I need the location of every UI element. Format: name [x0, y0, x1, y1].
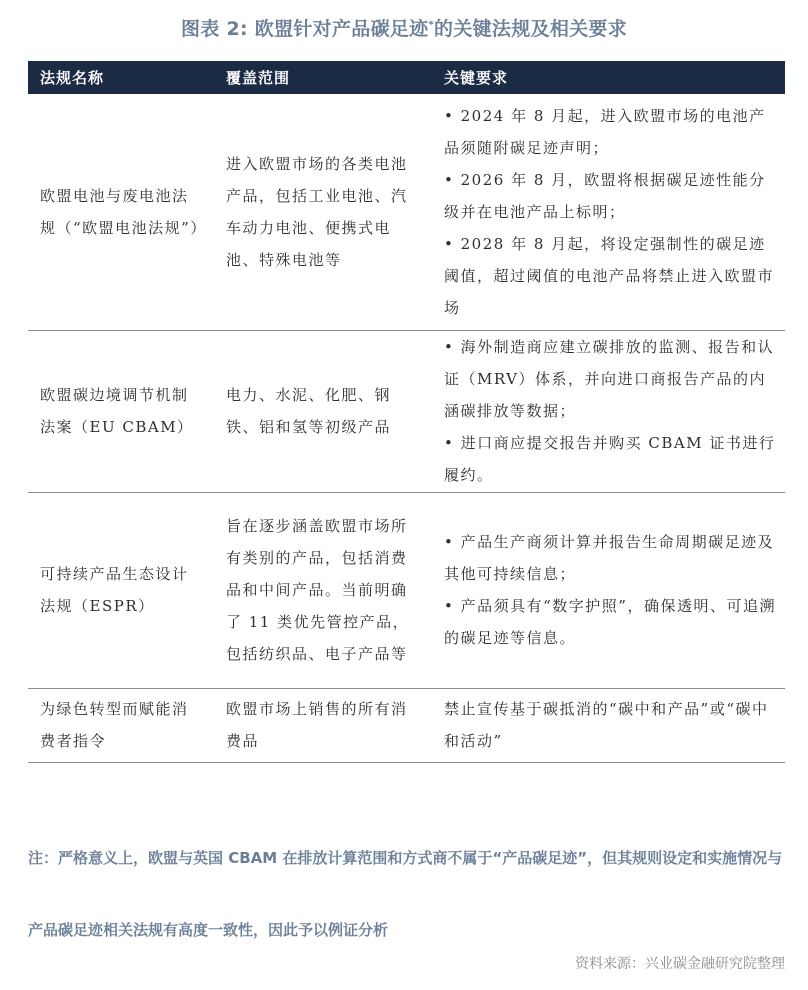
regulation-scope: 进入欧盟市场的各类电池产品，包括工业电池、汽车动力电池、便携式电池、特殊电池等: [214, 94, 432, 330]
regulation-name: 欧盟碳边境调节机制法案（EU CBAM）: [28, 330, 214, 492]
title-suffix: 的关键法规及相关要求: [434, 18, 628, 40]
requirement-item: • 2028 年 8 月起，将设定强制性的碳足迹阈值，超过阈值的电池产品将禁止进入欧盟市场: [444, 228, 777, 324]
requirement-item: • 2024 年 8 月起，进入欧盟市场的电池产品须随附碳足迹声明；: [444, 100, 777, 164]
requirement-item: • 进口商应提交报告并购买 CBAM 证书进行履约。: [444, 427, 777, 491]
table-row: [28, 688, 785, 762]
table-row: [28, 94, 785, 330]
header-name: 法规名称: [28, 61, 214, 94]
requirement-item: • 产品须具有“数字护照”，确保透明、可追溯的碳足迹等信息。: [444, 590, 777, 654]
header-scope: 覆盖范围: [214, 61, 432, 94]
regulation-requirements: [432, 94, 785, 330]
regulation-name: 为绿色转型而赋能消费者指令: [28, 688, 214, 762]
regulation-requirements: [432, 492, 785, 688]
title-footnote-mark: *: [428, 19, 435, 31]
regulations-table: [28, 61, 785, 763]
table-header-row: [28, 61, 785, 94]
requirement-item: • 2026 年 8 月，欧盟将根据碳足迹性能分级并在电池产品上标明；: [444, 164, 777, 228]
source-credit: 资料来源：兴业碳金融研究院整理: [575, 956, 785, 972]
regulation-scope: 旨在逐步涵盖欧盟市场所有类别的产品，包括消费品和中间产品。当前明确了 11 类优先管控产品，包括纺织品、电子产品等: [214, 492, 432, 688]
requirement-item: • 海外制造商应建立碳排放的监测、报告和认证（MRV）体系，并向进口商报告产品的内涵碳排放等数据；: [444, 331, 777, 427]
table-row: [28, 330, 785, 492]
title-prefix: 图表 2: 欧盟针对产品碳足迹: [180, 18, 429, 40]
regulation-scope: 欧盟市场上销售的所有消费品: [214, 688, 432, 762]
footnote: 注：严格意义上，欧盟与英国 CBAM 在排放计算范围和方式商不属于“产品碳足迹”，但其规则设定和实施情况与产品碳足迹相关法规有高度一致性，因此予以例证分析: [28, 849, 783, 939]
table-row: [28, 492, 785, 688]
figure-title: [0, 14, 808, 44]
regulation-name: 欧盟电池与废电池法规（“欧盟电池法规”）: [28, 94, 214, 330]
regulation-requirements: [432, 330, 785, 492]
regulation-name: 可持续产品生态设计法规（ESPR）: [28, 492, 214, 688]
header-requirements: 关键要求: [432, 61, 785, 94]
regulation-requirements: 禁止宣传基于碳抵消的“碳中和产品”或“碳中和活动”: [432, 688, 785, 762]
requirement-item: • 产品生产商须计算并报告生命周期碳足迹及其他可持续信息；: [444, 526, 777, 590]
regulation-scope: 电力、水泥、化肥、钢铁、铝和氢等初级产品: [214, 330, 432, 492]
